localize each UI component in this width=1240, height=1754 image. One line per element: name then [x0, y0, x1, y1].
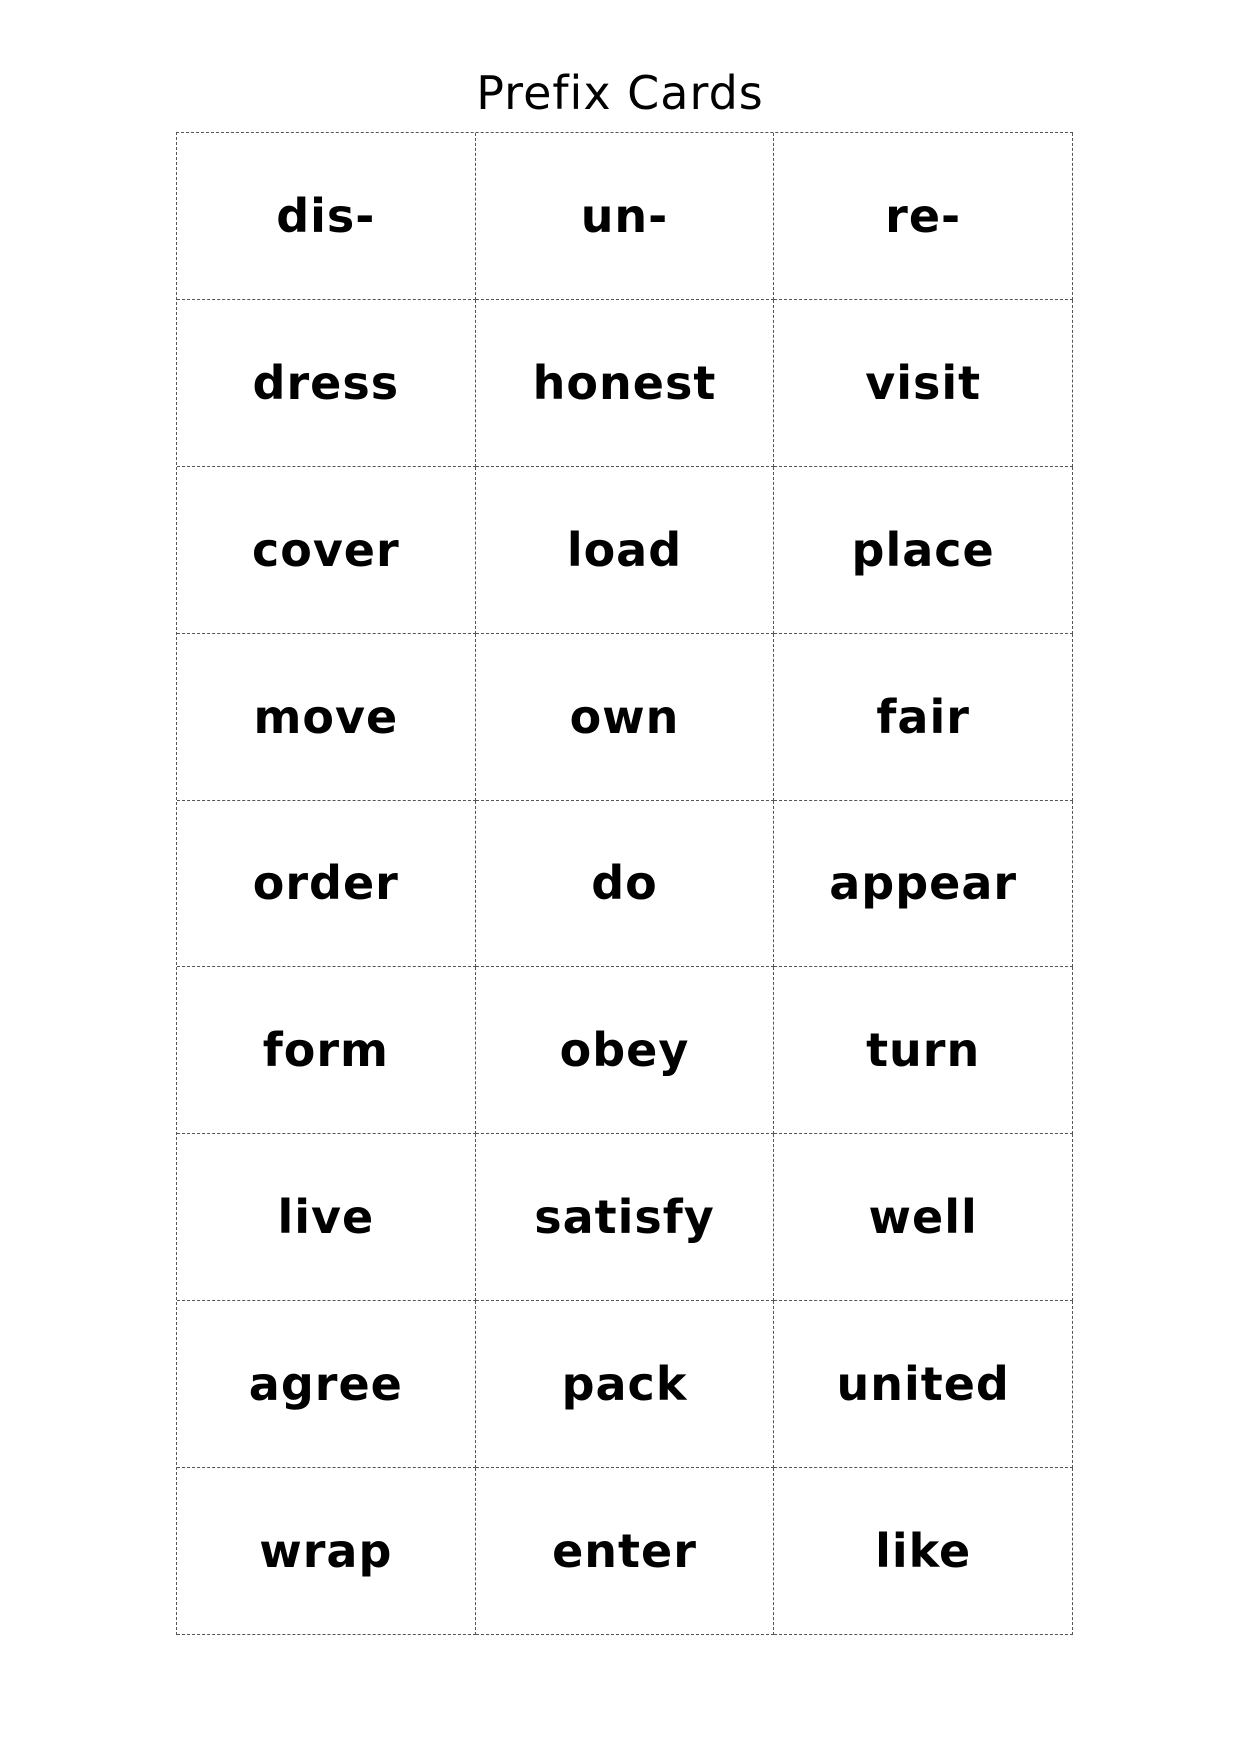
card [177, 1134, 476, 1301]
card-word: cover [251, 522, 400, 577]
card-word: order [252, 856, 399, 911]
card-word: satisfy [534, 1190, 715, 1245]
card [774, 1468, 1073, 1635]
card [476, 1468, 775, 1635]
card-word: wrap [259, 1524, 393, 1579]
card-word: visit [865, 355, 982, 410]
card-word: do [591, 856, 658, 911]
card [177, 801, 476, 968]
card-word: move [253, 689, 399, 744]
card-word: well [868, 1190, 978, 1245]
card [774, 1301, 1073, 1468]
prefix-card-grid [176, 132, 1073, 1635]
card [476, 801, 775, 968]
card [774, 801, 1073, 968]
card [774, 300, 1073, 467]
card [774, 1134, 1073, 1301]
card [774, 467, 1073, 634]
card [476, 1301, 775, 1468]
card [476, 967, 775, 1134]
card-word: live [277, 1190, 375, 1245]
card [476, 300, 775, 467]
card-word: place [851, 522, 995, 577]
card-word: agree [248, 1357, 403, 1412]
card-word: enter [552, 1524, 697, 1579]
card [774, 634, 1073, 801]
card-word: like [875, 1524, 972, 1579]
card-word: un- [580, 188, 669, 243]
card [177, 1301, 476, 1468]
page-title: Prefix Cards [476, 66, 764, 120]
card-word: fair [876, 689, 970, 744]
card [476, 133, 775, 300]
card [177, 967, 476, 1134]
card [774, 967, 1073, 1134]
card-word: dis- [276, 188, 376, 243]
card [177, 1468, 476, 1635]
card [177, 133, 476, 300]
card-word: obey [559, 1023, 690, 1078]
card-word: dress [252, 355, 400, 410]
card-word: own [569, 689, 680, 744]
card-word: load [566, 522, 683, 577]
card-word: honest [532, 355, 717, 410]
card [177, 634, 476, 801]
card-word: appear [829, 856, 1018, 911]
card [774, 133, 1073, 300]
card-word: form [262, 1023, 389, 1078]
card [476, 467, 775, 634]
card-word: united [836, 1357, 1010, 1412]
card-word: turn [866, 1023, 981, 1078]
card [177, 300, 476, 467]
card [177, 467, 476, 634]
card-word: pack [561, 1357, 688, 1412]
card [476, 1134, 775, 1301]
card [476, 634, 775, 801]
card-word: re- [885, 188, 962, 243]
